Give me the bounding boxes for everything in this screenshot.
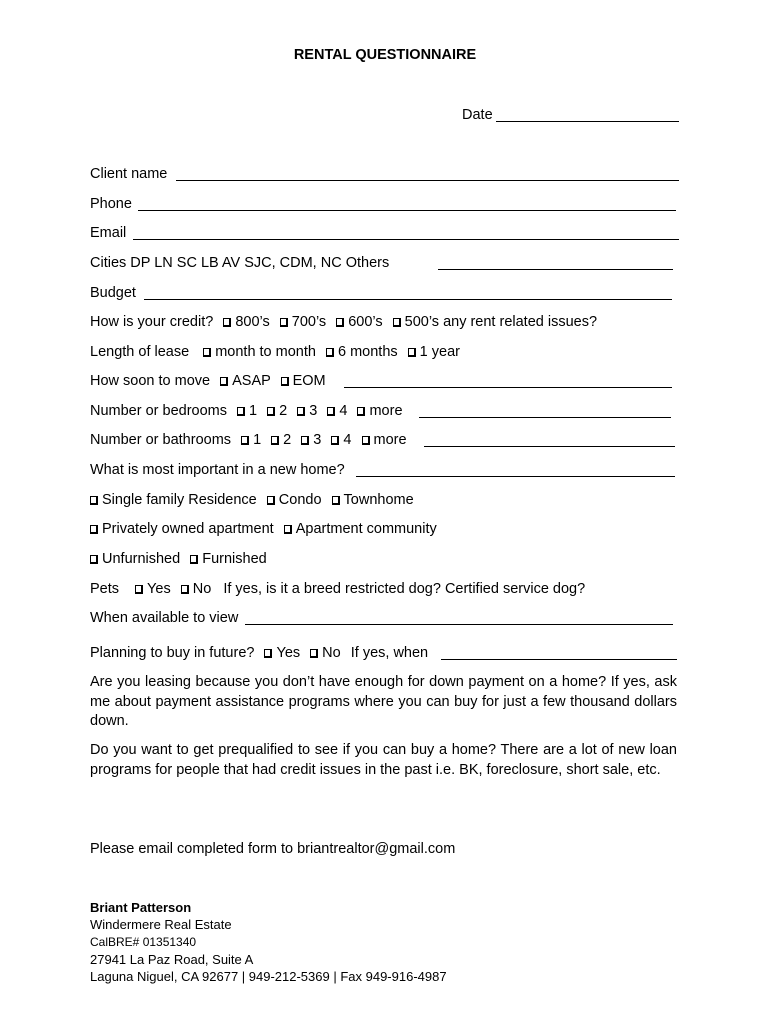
single-family-checkbox[interactable] <box>90 496 98 505</box>
credit-500-checkbox[interactable] <box>393 318 401 327</box>
pets-followup: If yes, is it a breed restricted dog? Certified service dog? <box>223 581 586 597</box>
date-field[interactable] <box>496 121 679 122</box>
move-asap-label: ASAP <box>232 373 271 389</box>
view-field[interactable] <box>245 624 673 625</box>
prequalify-paragraph: Do you want to get prequalified to see if you can buy a home? There are a lot of new loan programs for people that had credit issues in the past i.e. BK, foreclosure, short sale, etc. <box>90 742 677 778</box>
buy-yes-label: Yes <box>276 645 301 661</box>
pets-no-label: No <box>192 581 212 597</box>
cities-list: DP LN SC LB AV SJC, CDM, NC Others <box>130 255 390 271</box>
view-label: When available to view <box>90 610 239 626</box>
email-field[interactable] <box>133 239 679 240</box>
credit-800-checkbox[interactable] <box>223 318 231 327</box>
buy-no-label: No <box>322 645 341 661</box>
credit-700-label: 700’s <box>291 314 327 330</box>
lease-month-checkbox[interactable] <box>203 348 211 357</box>
credit-row <box>90 314 597 331</box>
bathrooms-4-label: 4 <box>343 432 352 448</box>
bedrooms-more-field[interactable] <box>419 417 671 418</box>
buy-label: Planning to buy in future? <box>90 645 255 661</box>
condo-label: Condo <box>278 492 322 508</box>
bedrooms-3-label: 3 <box>309 403 318 419</box>
furnished-checkbox[interactable] <box>190 555 198 564</box>
agent-company: Windermere Real Estate <box>90 917 232 933</box>
signature-block <box>90 899 447 985</box>
condo-checkbox[interactable] <box>267 496 275 505</box>
credit-label: How is your credit? <box>90 314 214 330</box>
bathrooms-more-checkbox[interactable] <box>362 436 370 445</box>
bathrooms-label: Number or bathrooms <box>90 432 232 448</box>
bedrooms-4-label: 4 <box>339 403 348 419</box>
move-label: How soon to move <box>90 373 211 389</box>
bedrooms-2-label: 2 <box>279 403 288 419</box>
bedrooms-row <box>90 403 403 420</box>
important-label: What is most important in a new home? <box>90 462 345 478</box>
bathrooms-4-checkbox[interactable] <box>331 436 339 445</box>
bathrooms-2-label: 2 <box>283 432 292 448</box>
bedrooms-1-checkbox[interactable] <box>237 407 245 416</box>
phone-field[interactable] <box>138 210 676 211</box>
down-payment-paragraph: Are you leasing because you don’t have enough for down payment on a home? If yes, ask me about payment assistance programs where you can buy for just a few thousand dollars down. <box>90 674 677 729</box>
budget-field[interactable] <box>144 299 672 300</box>
single-family-label: Single family Residence <box>102 492 257 508</box>
client-name-label: Client name <box>90 166 168 182</box>
pets-row <box>90 581 585 598</box>
move-eom-label: EOM <box>292 373 326 389</box>
phone-label: Phone <box>90 196 132 212</box>
bedrooms-more-checkbox[interactable] <box>357 407 365 416</box>
move-eom-checkbox[interactable] <box>281 377 289 386</box>
townhome-checkbox[interactable] <box>332 496 340 505</box>
credit-600-label: 600’s <box>348 314 383 330</box>
bathrooms-more-label: more <box>373 432 407 448</box>
bedrooms-2-checkbox[interactable] <box>267 407 275 416</box>
move-other-field[interactable] <box>344 387 672 388</box>
move-row <box>90 373 326 390</box>
move-asap-checkbox[interactable] <box>220 377 228 386</box>
date-label: Date <box>462 107 493 123</box>
furnished-label: Furnished <box>202 551 267 567</box>
bathrooms-3-checkbox[interactable] <box>301 436 309 445</box>
agent-name: Briant Patterson <box>90 900 192 915</box>
bathrooms-3-label: 3 <box>313 432 322 448</box>
buy-yes-checkbox[interactable] <box>264 649 272 658</box>
lease-1year-label: 1 year <box>419 344 460 360</box>
cities-others-field[interactable] <box>438 269 673 270</box>
apartment-community-checkbox[interactable] <box>284 525 292 534</box>
credit-700-checkbox[interactable] <box>280 318 288 327</box>
bathrooms-row <box>90 432 407 449</box>
lease-6months-checkbox[interactable] <box>326 348 334 357</box>
ownership-row <box>90 521 437 538</box>
lease-row <box>90 344 460 361</box>
email-label: Email <box>90 225 127 241</box>
cities-label <box>90 255 389 272</box>
email-note: Please email completed form to briantrealtor@gmail.com <box>90 841 456 857</box>
townhome-label: Townhome <box>343 492 414 508</box>
buy-followup: If yes, when <box>350 645 429 661</box>
important-field[interactable] <box>356 476 675 477</box>
credit-500-label: 500’s any rent related issues? <box>404 314 598 330</box>
credit-600-checkbox[interactable] <box>336 318 344 327</box>
lease-label: Length of lease <box>90 344 190 360</box>
budget-label: Budget <box>90 285 136 301</box>
apartment-community-label: Apartment community <box>295 521 437 537</box>
buy-row <box>90 645 428 662</box>
client-name-field[interactable] <box>176 180 679 181</box>
unfurnished-label: Unfurnished <box>102 551 181 567</box>
bathrooms-1-label: 1 <box>253 432 262 448</box>
pets-no-checkbox[interactable] <box>181 585 189 594</box>
bathrooms-2-checkbox[interactable] <box>271 436 279 445</box>
agent-address: 27941 La Paz Road, Suite A <box>90 951 254 967</box>
unfurnished-checkbox[interactable] <box>90 555 98 564</box>
agent-license: CalBRE# 01351340 <box>90 934 197 949</box>
bathrooms-more-field[interactable] <box>424 446 675 447</box>
lease-6months-label: 6 months <box>337 344 398 360</box>
furnish-row <box>90 551 267 568</box>
form-title: RENTAL QUESTIONNAIRE <box>293 47 477 63</box>
bedrooms-3-checkbox[interactable] <box>297 407 305 416</box>
buy-when-field[interactable] <box>441 659 677 660</box>
cities-prefix: Cities <box>90 255 127 271</box>
credit-800-label: 800’s <box>235 314 270 330</box>
bedrooms-label: Number or bedrooms <box>90 403 227 419</box>
private-apartment-checkbox[interactable] <box>90 525 98 534</box>
bedrooms-4-checkbox[interactable] <box>327 407 335 416</box>
pets-yes-checkbox[interactable] <box>135 585 143 594</box>
buy-no-checkbox[interactable] <box>310 649 318 658</box>
pets-label: Pets <box>90 581 120 597</box>
lease-month-label: month to month <box>215 344 316 360</box>
bedrooms-1-label: 1 <box>249 403 258 419</box>
pets-yes-label: Yes <box>147 581 171 597</box>
home-type-row <box>90 492 414 509</box>
agent-city-contact: Laguna Niguel, CA 92677 | 949-212-5369 | Fax 949-916-4987 <box>90 969 447 985</box>
private-apartment-label: Privately owned apartment <box>102 521 274 537</box>
bedrooms-more-label: more <box>369 403 403 419</box>
lease-1year-checkbox[interactable] <box>408 348 416 357</box>
bathrooms-1-checkbox[interactable] <box>241 436 249 445</box>
